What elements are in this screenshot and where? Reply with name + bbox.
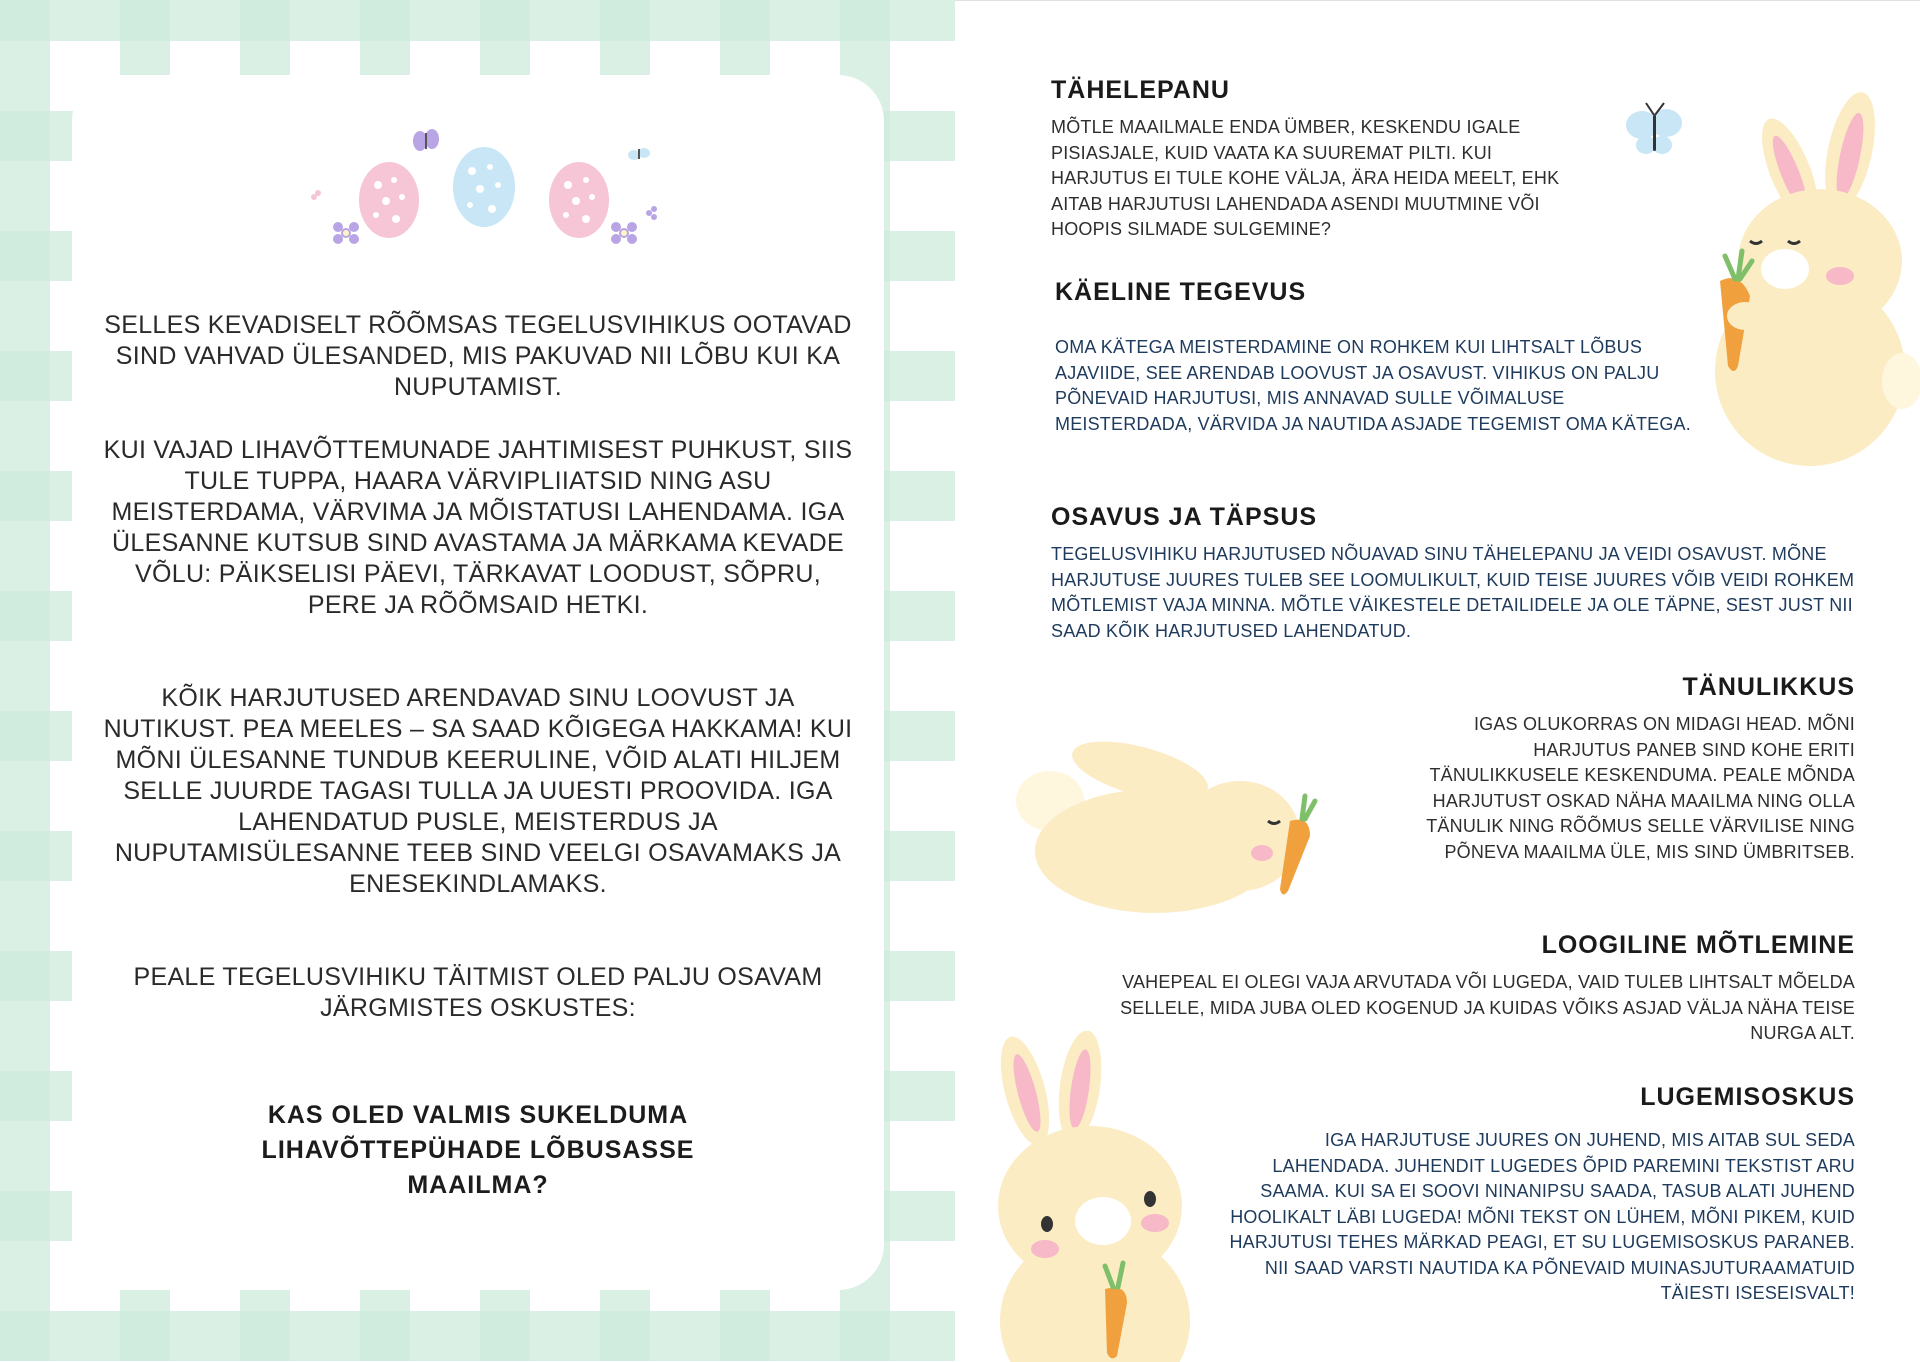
section-body: VAHEPEAL EI OLEGI VAJA ARVUTADA VÕI LUGEDA, VAID TULEB LIHTSALT MÕELDA SELLELE, MIDA JUBA OLED KOGENUD JA KUIDAS VÕIKS ASJAD VÄLJA NÄHA TEISE NURGA ALT. <box>1120 972 1855 1043</box>
section-title: KÄELINE TEGEVUS <box>1055 278 1307 306</box>
section-title: TÄNULIKKUS <box>1682 673 1855 701</box>
section-precision <box>1051 503 1856 644</box>
right-page <box>955 0 1920 1362</box>
sitting-bunny-icon <box>985 1031 1205 1362</box>
section-reading <box>1225 1083 1855 1307</box>
section-logic <box>1075 931 1855 1047</box>
section-body: TEGELUSVIHIKU HARJUTUSED NÕUAVAD SINU TÄHELEPANU JA VEIDI OSAVUST. MÕNE HARJUTUSE JUURES TULEB SEE LOOMULIKULT, KUID TEISE JUURES VÕIB VEIDI ROHKEM MÕTLEMIST VAJA MINNA. MÕTLE VÄIKESTELE DETAILIDELE JA OLE TÄPNE, SEST JUST NII SAAD KÕIK HARJUTUSED LAHENDATUD. <box>1051 544 1855 641</box>
section-body: IGA HARJUTUSE JUURES ON JUHEND, MIS AITAB SUL SEDA LAHENDADA. JUHENDIT LUGEDES ÕPID PAREMINI TEKSTIST ARU SAAMA. KUI SA EI SOOVI NINANIPSU SAADA, TASUB ALATI JUHEND HOOLIKALT LÄBI LUGEDA! MÕNI TEKST ON LÜHEM, MÕNI PIKEM, KUID HARJUTUSI TEHES MÄRKAD PEAGI, ET SU LUGEMISOSKUS PARANEB. NII SAAD VARSTI NAUTIDA KA PÕNEVAID MUINASJUTURAAMATUID TÄIESTI ISESEISVALT! <box>1229 1130 1855 1303</box>
lying-bunny-icon <box>1010 731 1340 931</box>
section-body: MÕTLE MAAILMALE ENDA ÜMBER, KESKENDU IGALE PISIASJALE, KUID VAATA KA SUUREMAT PILTI. KUI HARJUTUS EI TULE KOHE VÄLJA, ÄRA HEIDA MEELT, EHK AITAB HARJUTUSI LAHENDADA ASENDI MUUTMINE VÕI HOOPIS SILMADE SULGEMINE? <box>1051 117 1560 239</box>
intro-paragraph-1: SELLES KEVADISELT RÕÕMSAS TEGELUSVIHIKUS OOTAVAD SIND VAHVAD ÜLESANDED, MIS PAKUVAD NII LÕBU KUI KA NUPUTAMIST. <box>104 311 852 401</box>
intro-panel <box>72 75 884 1290</box>
section-attention <box>1051 76 1591 243</box>
easter-eggs-illustration <box>294 105 674 265</box>
pink-egg-icon-2 <box>549 162 609 238</box>
pink-egg-icon <box>359 162 419 238</box>
section-title: LOOGILINE MÕTLEMINE <box>1541 931 1855 959</box>
section-title: LUGEMISOSKUS <box>1640 1083 1855 1111</box>
section-handcraft <box>1055 278 1695 437</box>
closing-question: KAS OLED VALMIS SUKELDUMA LIHAVÕTTEPÜHADE LÕBUSASSE MAAILMA? <box>261 1101 695 1199</box>
intro-paragraph-4: PEALE TEGELUSVIHIKU TÄITMIST OLED PALJU OSAVAM JÄRGMISTES OSKUSTES: <box>133 963 823 1022</box>
intro-paragraph-2: KUI VAJAD LIHAVÕTTEMUNADE JAHTIMISEST PUHKUST, SIIS TULE TUPPA, HAARA VÄRVIPLIIATSID NING ASU MEISTERDAMA, VÄRVIMA JA MÕISTATUSI LAHENDAMA. IGA ÜLESANNE KUTSUB SIND AVASTAMA JA MÄRKAMA KEVADE VÕLU: PÄIKSELISI PÄEVI, TÄRKAVAT LOODUST, SÕPRU, PERE JA RÕÕMSAID HETKI. <box>103 436 853 619</box>
blue-egg-icon <box>453 147 515 227</box>
butterfly-icon <box>1620 101 1690 161</box>
intro-paragraph-3: KÕIK HARJUTUSED ARENDAVAD SINU LOOVUST JA NUTIKUST. PEA MEELES – SA SAAD KÕIGEGA HAKKAMA! KUI MÕNI ÜLESANNE TUNDUB KEERULINE, VÕID ALATI HILJEM SELLE JUURDE TAGASI TULLA JA UUESTI PROOVIDA. IGA LAHENDATUD PUSLE, MEISTERDUS JA NUPUTAMISÜLESANNE TEEB SIND VEELGI OSAVAMAKS JA ENESEKINDLAMAKS. <box>103 684 853 898</box>
section-body: OMA KÄTEGA MEISTERDAMINE ON ROHKEM KUI LIHTSALT LÕBUS AJAVIIDE, SEE ARENDAB LOOVUST JA OSAVUST. VIHIKUS ON PALJU PÕNEVAID HARJUTUSI, MIS ANNAVAD SULLE VÕIMALUSE MEISTERDADA, VÄRVIDA JA NAUTIDA ASJADE TEGEMIST OMA KÄTEGA. <box>1055 337 1691 434</box>
section-title: TÄHELEPANU <box>1051 76 1230 104</box>
left-page <box>0 0 955 1361</box>
section-gratitude <box>1400 673 1855 865</box>
bunny-with-carrot-icon <box>1690 81 1920 481</box>
section-title: OSAVUS JA TÄPSUS <box>1051 503 1318 531</box>
section-body: IGAS OLUKORRAS ON MIDAGI HEAD. MÕNI HARJUTUS PANEB SIND KOHE ERITI TÄNULIKKUSELE KESKENDUMA. PEALE MÕNDA HARJUTUST OSKAD NÄHA MAAILMA NING OLLA TÄNULIK NING RÕÕMUS SELLE VÄRVILISE NING PÕNEVA MAAILMA ÜLE, MIS SIND ÜMBRITSEB. <box>1426 714 1855 862</box>
butterfly-icon <box>413 129 650 160</box>
